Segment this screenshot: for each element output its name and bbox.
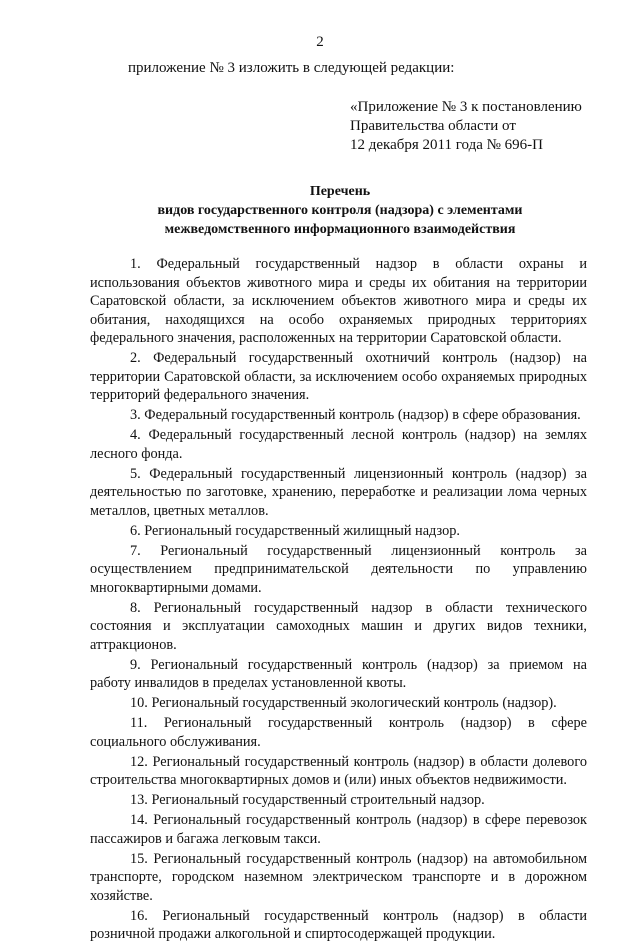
appendix-reference bbox=[350, 98, 582, 155]
intro-text: приложение № 3 изложить в следующей редакции: bbox=[128, 60, 455, 76]
appendix-line-1: «Приложение № 3 к постановлению bbox=[350, 99, 582, 115]
control-types-list bbox=[90, 255, 587, 945]
page-number: 2 bbox=[316, 34, 324, 50]
list-item: 7. Региональный государственный лицензионный контроль за осуществлением предпринимательской деятельности по управлению многоквартирными домами. bbox=[90, 542, 587, 596]
list-item: 13. Региональный государственный строительный надзор. bbox=[130, 792, 485, 808]
list-item: 10. Региональный государственный экологический контроль (надзор). bbox=[130, 695, 557, 711]
heading-line-3: межведомственного информационного взаимодействия bbox=[164, 222, 516, 237]
list-item: 11. Региональный государственный контроль (надзор) в сфере социального обслуживания. bbox=[90, 715, 587, 750]
list-item: 4. Федеральный государственный лесной контроль (надзор) на землях лесного фонда. bbox=[90, 427, 587, 462]
appendix-line-3: 12 декабря 2011 года № 696-П bbox=[350, 137, 544, 153]
list-item: 9. Региональный государственный контроль (надзор) за приемом на работу инвалидов в пределах установленной квоты. bbox=[90, 656, 587, 691]
list-item: 8. Региональный государственный надзор в области технического состояния и эксплуатации самоходных машин и других видов техники, аттракционов. bbox=[90, 599, 587, 653]
heading-title: Перечень bbox=[309, 184, 371, 199]
list-item: 6. Региональный государственный жилищный надзор. bbox=[130, 522, 460, 539]
list-item: 16. Региональный государственный контроль (надзор) в области розничной продажи алкогольной и спиртосодержащей продукции. bbox=[90, 907, 587, 942]
list-item: 2. Федеральный государственный охотничий контроль (надзор) на территории Саратовской области, за исключением особо охраняемых природных территорий федерального значения. bbox=[90, 350, 587, 403]
list-item: 15. Региональный государственный контроль (надзор) на автомобильном транспорте, городском наземном электрическом транспорте и в дорожном хозяйстве. bbox=[90, 850, 587, 904]
list-item: 14. Региональный государственный контроль (надзор) в сфере перевозок пассажиров и багажа легковым такси. bbox=[90, 812, 587, 847]
heading-line-2: видов государственного контроля (надзора) с элементами bbox=[157, 203, 523, 218]
list-item: 12. Региональный государственный контроль (надзор) в области долевого строительства многоквартирных домов и (или) иных объектов недвижимости. bbox=[90, 753, 587, 788]
appendix-line-2: Правительства области от bbox=[350, 118, 516, 134]
list-item: 3. Федеральный государственный контроль (надзор) в сфере образования. bbox=[130, 407, 581, 423]
list-heading bbox=[90, 182, 590, 239]
list-item: 1. Федеральный государственный надзор в области охраны и использования объектов животного мира и среды их обитания на территории Саратовской области, за исключением объектов животного мира и среды их обитания, находящихся на особо охраняемых природных территориях федерального значения, расположенных на территории Саратовской области. bbox=[90, 256, 587, 346]
list-item: 5. Федеральный государственный лицензионный контроль (надзор) за деятельностью по заготовке, хранению, переработке и реализации лома черных металлов, цветных металлов. bbox=[90, 465, 587, 519]
